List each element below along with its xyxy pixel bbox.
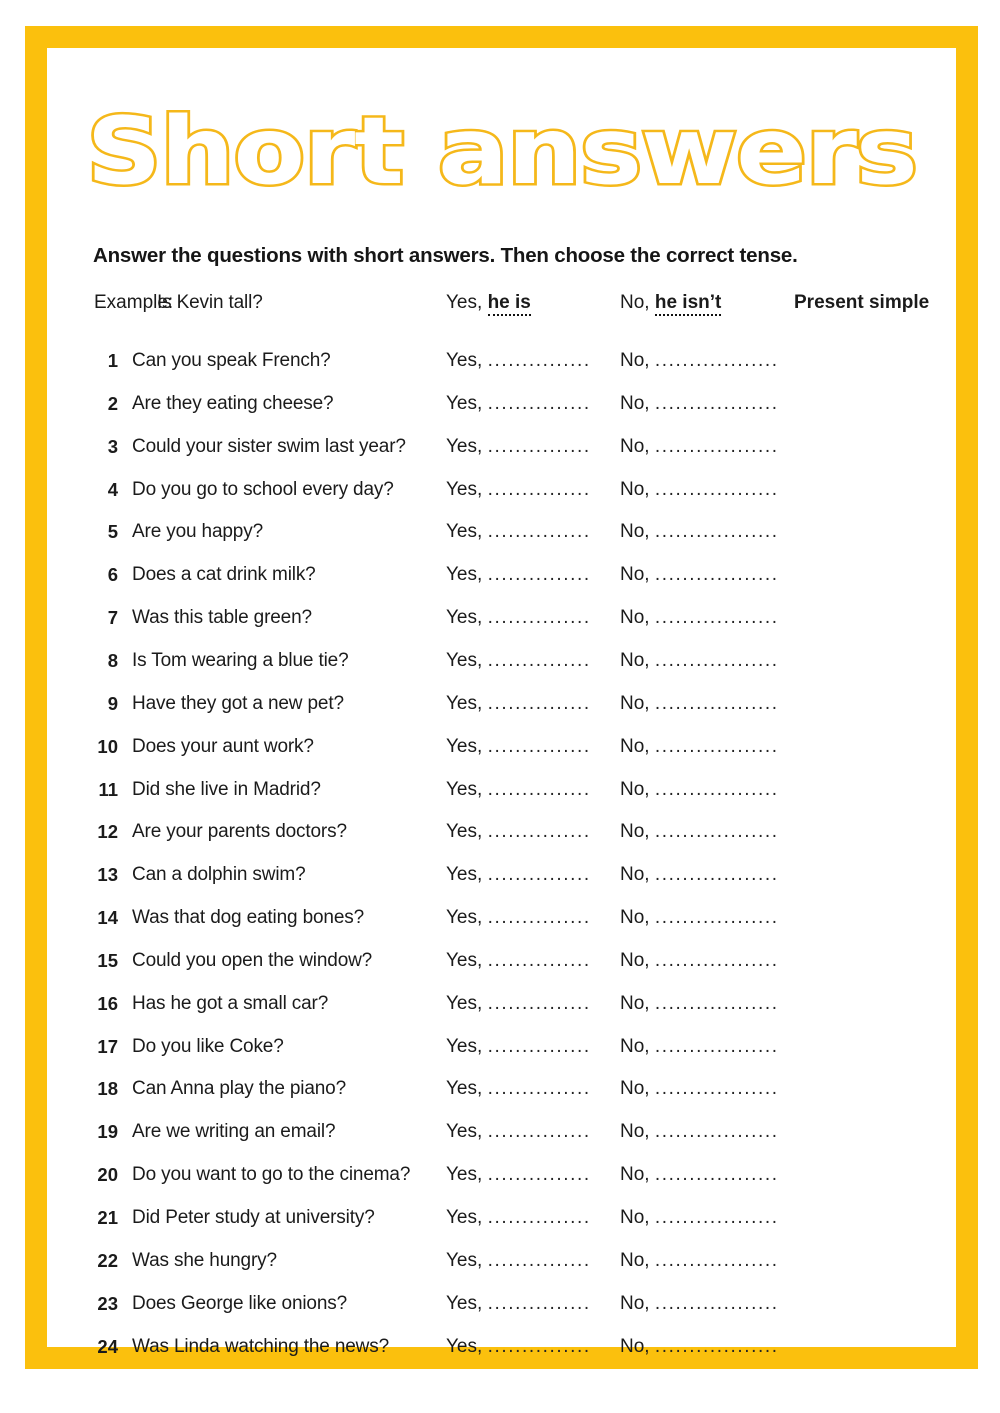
no-answer-blank[interactable]: .................. [654,1078,779,1100]
yes-answer-field[interactable] [446,907,591,929]
yes-prefix: Yes, [446,1164,483,1186]
question-number: 18 [97,1078,118,1100]
no-answer-blank[interactable]: .................. [654,907,779,929]
no-answer-field[interactable] [620,864,779,886]
no-answer-blank[interactable]: .................. [654,778,779,800]
yes-answer-blank[interactable]: ............... [487,478,591,500]
yes-answer-blank[interactable]: ............... [487,1207,591,1228]
question-row [47,479,956,509]
question-row [47,736,956,766]
no-prefix: No, [620,392,650,414]
question-text: Did Peter study at university? [132,1207,375,1228]
question-number: 9 [107,692,118,714]
yes-answer-field[interactable] [446,436,591,458]
question-row [47,1250,956,1280]
no-prefix: No, [620,435,650,457]
yes-answer-blank[interactable]: ............... [487,435,591,457]
question-number: 12 [97,821,118,843]
yes-answer-field[interactable] [446,821,591,843]
yes-answer-blank[interactable]: ............... [487,1335,591,1357]
question-row [47,1164,956,1194]
no-answer-blank[interactable]: .................. [654,1164,779,1186]
question-number: 19 [97,1121,118,1143]
yes-prefix: Yes, [446,778,483,800]
question-number: 14 [97,907,118,929]
no-answer-blank[interactable]: .................. [654,821,779,843]
no-prefix: No, [620,1292,650,1314]
no-answer-text: he isn’t [655,292,722,316]
question-text: Can Anna play the piano? [132,1078,347,1100]
question-row [47,693,956,723]
question-row [47,650,956,680]
no-answer-field[interactable] [620,907,779,929]
yes-answer-field[interactable] [446,393,591,415]
no-prefix: No, [620,1078,650,1100]
question-number: 22 [97,1249,118,1271]
question-text: Are we writing an email? [132,1121,336,1143]
example-no-answer [620,292,721,314]
question-number: 8 [107,649,118,671]
yes-answer-text: he is [488,292,531,316]
question-text: Could you open the window? [132,949,373,971]
question-number: 17 [97,1035,118,1057]
example-row [47,292,956,322]
no-answer-field[interactable] [620,1078,779,1100]
yes-answer-blank[interactable]: ............... [487,864,591,886]
question-text: Do you want to go to the cinema? [132,1164,411,1186]
question-text: Can you speak French? [132,350,331,371]
no-answer-field[interactable] [620,736,779,758]
no-prefix: No, [620,1035,650,1057]
no-prefix: No, [620,1164,650,1186]
question-text: Are your parents doctors? [132,821,347,843]
yes-prefix: Yes, [446,1249,483,1271]
no-prefix: No, [620,292,650,313]
question-text: Have they got a new pet? [132,692,344,714]
no-prefix: No, [620,949,650,971]
yes-answer-field[interactable] [446,779,591,801]
question-number: 3 [107,435,118,457]
yes-answer-field[interactable] [446,1164,591,1186]
question-text: Does George like onions? [132,1292,348,1314]
no-prefix: No, [620,1335,650,1357]
instruction-text: Answer the questions with short answers. Then choose the correct tense. [93,244,798,267]
yes-answer-blank[interactable]: ............... [487,821,591,843]
no-answer-field[interactable] [620,607,779,629]
no-answer-blank[interactable]: .................. [654,607,779,629]
yes-prefix: Yes, [446,1121,483,1143]
no-answer-field[interactable] [620,436,779,458]
no-answer-blank[interactable]: .................. [654,1121,779,1143]
yes-answer-field[interactable] [446,607,591,629]
question-text: Does a cat drink milk? [132,564,316,586]
no-prefix: No, [620,1249,650,1271]
no-answer-blank[interactable]: .................. [654,478,779,500]
question-number: 4 [107,478,118,500]
no-answer-field[interactable] [620,779,779,801]
example-question: Is Kevin tall? [157,292,263,313]
yes-prefix: Yes, [446,1335,483,1357]
question-row [47,350,956,380]
question-row [47,1121,956,1151]
question-row [47,907,956,937]
question-number: 15 [97,949,118,971]
yes-answer-field[interactable] [446,1121,591,1143]
no-answer-field[interactable] [620,650,779,672]
no-answer-field[interactable] [620,821,779,843]
no-answer-blank[interactable]: .................. [654,392,779,414]
no-answer-field[interactable] [620,521,779,543]
no-answer-field[interactable] [620,993,779,1015]
yes-answer-blank[interactable]: ............... [487,692,591,714]
question-row [47,950,956,980]
yes-answer-blank[interactable]: ............... [487,649,591,671]
question-row [47,607,956,637]
yes-answer-field[interactable] [446,521,591,543]
yes-answer-field[interactable] [446,950,591,972]
yes-answer-blank[interactable]: ............... [487,350,591,371]
no-answer-field[interactable] [620,1250,779,1272]
no-answer-field[interactable] [620,950,779,972]
yes-answer-blank[interactable]: ............... [487,1121,591,1143]
no-prefix: No, [620,1207,650,1228]
title-container [47,97,956,205]
question-text: Was this table green? [132,607,312,629]
question-text: Could your sister swim last year? [132,435,406,457]
yes-prefix: Yes, [446,1292,483,1314]
yes-answer-field[interactable] [446,864,591,886]
question-text: Did she live in Madrid? [132,778,321,800]
question-row [47,864,956,894]
example-tense: Present simple [794,292,930,313]
no-prefix: No, [620,735,650,757]
no-answer-field[interactable] [620,1164,779,1186]
yes-prefix: Yes, [446,692,483,714]
yes-prefix: Yes, [446,735,483,757]
question-number: 24 [97,1335,118,1357]
no-answer-blank[interactable]: .................. [654,564,779,586]
yes-answer-field[interactable] [446,1293,591,1315]
no-prefix: No, [620,564,650,586]
no-answer-blank[interactable]: .................. [654,435,779,457]
yes-answer-blank[interactable]: ............... [487,1249,591,1271]
yes-answer-field[interactable] [446,1078,591,1100]
yes-answer-blank[interactable]: ............... [487,735,591,757]
question-text: Do you go to school every day? [132,478,394,500]
no-answer-blank[interactable]: .................. [654,1207,779,1228]
no-answer-field[interactable] [620,693,779,715]
no-prefix: No, [620,992,650,1014]
question-number: 2 [107,392,118,414]
question-row [47,1293,956,1323]
yes-answer-blank[interactable]: ............... [487,949,591,971]
yes-prefix: Yes, [446,821,483,843]
example-yes-answer [446,292,531,314]
no-answer-blank[interactable]: .................. [654,521,779,543]
no-prefix: No, [620,350,650,371]
no-answer-field[interactable] [620,564,779,586]
yes-prefix: Yes, [446,1035,483,1057]
yes-prefix: Yes, [446,1207,483,1228]
worksheet-content-area [47,48,956,1357]
yes-answer-field[interactable] [446,479,591,501]
no-answer-field[interactable] [620,1336,779,1358]
no-answer-field[interactable] [620,1207,779,1229]
question-number: 16 [97,992,118,1014]
no-answer-blank[interactable]: .................. [654,1292,779,1314]
no-prefix: No, [620,907,650,929]
yes-answer-blank[interactable]: ............... [487,607,591,629]
no-answer-blank[interactable]: .................. [654,1035,779,1057]
no-answer-field[interactable] [620,393,779,415]
no-prefix: No, [620,521,650,543]
no-answer-blank[interactable]: .................. [654,864,779,886]
question-text: Was she hungry? [132,1249,277,1271]
question-text: Does your aunt work? [132,735,314,757]
question-text: Was that dog eating bones? [132,907,365,929]
yes-answer-field[interactable] [446,993,591,1015]
yes-answer-field[interactable] [446,736,591,758]
yes-answer-blank[interactable]: ............... [487,1164,591,1186]
question-number: 23 [97,1292,118,1314]
yes-prefix: Yes, [446,350,483,371]
no-answer-field[interactable] [620,1036,779,1058]
no-answer-blank[interactable]: .................. [654,692,779,714]
no-answer-blank[interactable]: .................. [654,735,779,757]
yes-prefix: Yes, [446,435,483,457]
no-answer-field[interactable] [620,350,779,372]
yes-answer-blank[interactable]: ............... [487,521,591,543]
question-row [47,1207,956,1237]
no-answer-blank[interactable]: .................. [654,949,779,971]
yes-answer-blank[interactable]: ............... [487,1292,591,1314]
yes-answer-blank[interactable]: ............... [487,992,591,1014]
yes-prefix: Yes, [446,607,483,629]
yes-answer-field[interactable] [446,1207,591,1229]
no-answer-field[interactable] [620,479,779,501]
question-row [47,564,956,594]
yes-prefix: Yes, [446,864,483,886]
yes-prefix: Yes, [446,992,483,1014]
question-row [47,821,956,851]
question-text: Are they eating cheese? [132,392,334,414]
yes-answer-blank[interactable]: ............... [487,564,591,586]
yes-answer-field[interactable] [446,564,591,586]
yes-answer-field[interactable] [446,693,591,715]
question-number: 11 [98,778,118,800]
question-number: 7 [107,607,118,629]
no-answer-blank[interactable]: .................. [654,350,779,371]
no-prefix: No, [620,1121,650,1143]
yes-answer-blank[interactable]: ............... [487,1078,591,1100]
yes-answer-field[interactable] [446,1036,591,1058]
question-text: Is Tom wearing a blue tie? [132,649,349,671]
no-prefix: No, [620,864,650,886]
yes-prefix: Yes, [446,292,483,313]
question-text: Has he got a small car? [132,992,329,1014]
no-answer-field[interactable] [620,1293,779,1315]
yes-answer-field[interactable] [446,350,591,372]
no-prefix: No, [620,821,650,843]
question-row [47,993,956,1023]
yes-answer-blank[interactable]: ............... [487,392,591,414]
question-row [47,393,956,423]
no-answer-blank[interactable]: .................. [654,992,779,1014]
no-prefix: No, [620,478,650,500]
no-answer-blank[interactable]: .................. [654,1335,779,1357]
question-row [47,1078,956,1108]
yes-prefix: Yes, [446,521,483,543]
question-number: 13 [97,864,118,886]
yes-answer-blank[interactable]: ............... [487,907,591,929]
question-number: 5 [107,521,118,543]
no-answer-blank[interactable]: .................. [654,649,779,671]
no-prefix: No, [620,649,650,671]
question-number: 10 [97,735,118,757]
question-row [47,436,956,466]
yes-prefix: Yes, [446,907,483,929]
question-number: 20 [97,1164,118,1186]
yes-answer-blank[interactable]: ............... [487,778,591,800]
yes-prefix: Yes, [446,564,483,586]
example-label: Example: [94,292,174,313]
yellow-page-border [25,26,978,1369]
yes-prefix: Yes, [446,1078,483,1100]
no-prefix: No, [620,607,650,629]
no-answer-blank[interactable]: .................. [654,1249,779,1271]
question-row [47,1336,956,1366]
question-row [47,1036,956,1066]
no-prefix: No, [620,692,650,714]
question-text: Do you like Coke? [132,1035,284,1057]
yes-prefix: Yes, [446,392,483,414]
question-row [47,779,956,809]
page-title: Short answers [86,97,917,205]
no-answer-field[interactable] [620,1121,779,1143]
question-text: Can a dolphin swim? [132,864,306,886]
yes-prefix: Yes, [446,949,483,971]
question-number: 6 [107,564,118,586]
question-number: 1 [107,350,118,371]
yes-prefix: Yes, [446,478,483,500]
no-prefix: No, [620,778,650,800]
yes-answer-field[interactable] [446,650,591,672]
question-number: 21 [97,1207,118,1228]
question-text: Was Linda watching the news? [132,1335,390,1357]
yes-answer-field[interactable] [446,1336,591,1358]
yes-prefix: Yes, [446,649,483,671]
yes-answer-blank[interactable]: ............... [487,1035,591,1057]
question-row [47,521,956,551]
yes-answer-field[interactable] [446,1250,591,1272]
question-text: Are you happy? [132,521,263,543]
